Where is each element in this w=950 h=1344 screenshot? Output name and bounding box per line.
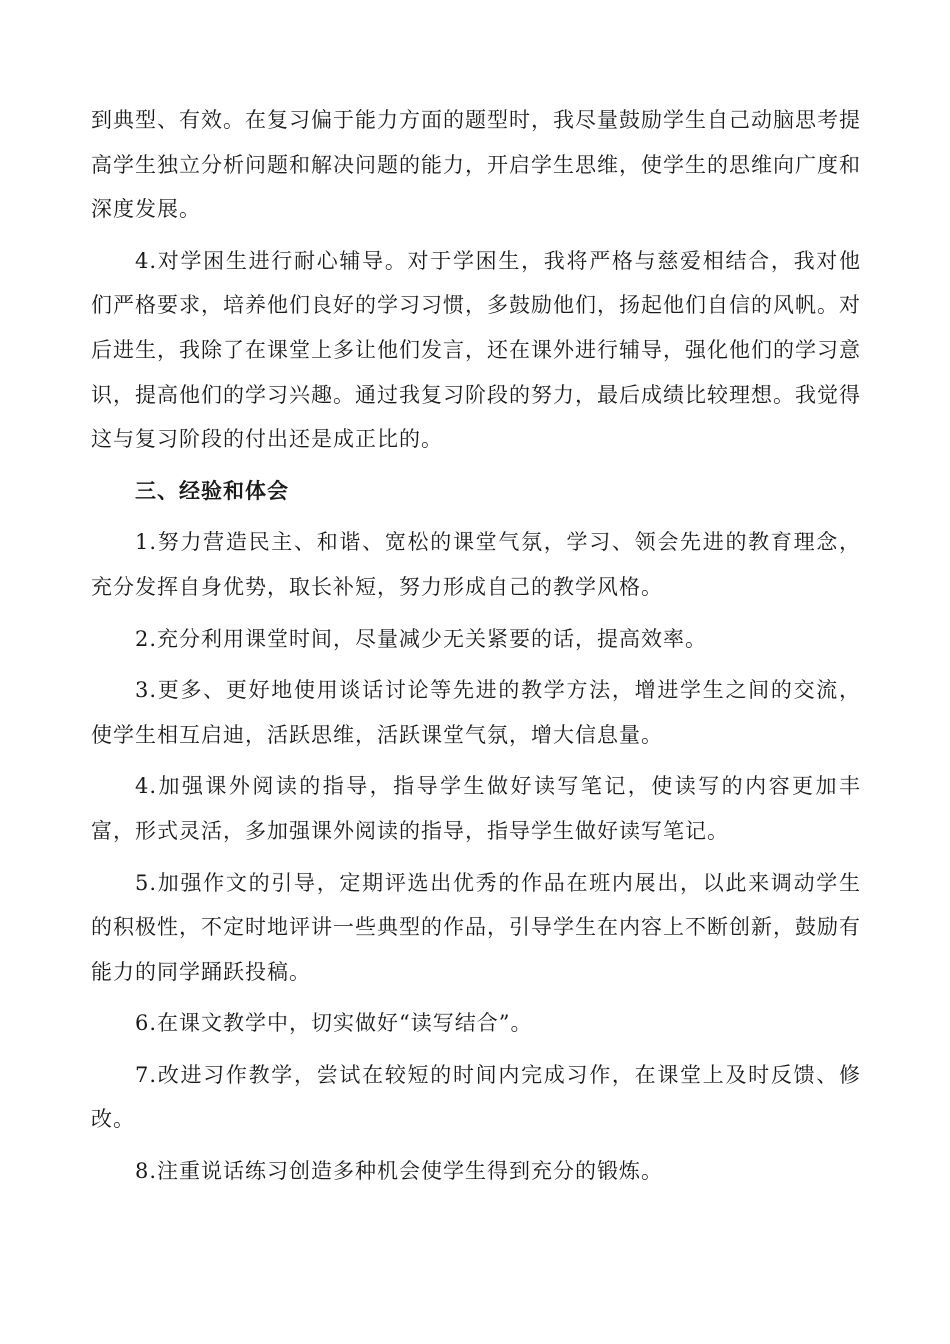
experience-item-2: 2.充分利用课堂时间，尽量减少无关紧要的话，提高效率。 [135, 626, 708, 651]
experience-item-7: 7.改进习作教学，尝试在较短的时间内完成习作，在课堂上及时反馈、修改。 [91, 1062, 861, 1132]
experience-item-6: 6.在课文教学中，切实做好“读写结合”。 [135, 1011, 533, 1036]
experience-item-4: 4.加强课外阅读的指导，指导学生做好读写笔记，使读写的内容更加丰富，形式灵活，多加强课外阅读的指导，指导学生做好读写笔记。 [91, 774, 861, 843]
section-heading: 三、经验和体会 [135, 478, 289, 503]
experience-item-8: 8.注重说话练习创造多种机会使学生得到充分的锻炼。 [135, 1159, 664, 1184]
tutoring-paragraph: 4.对学困生进行耐心辅导。对于学困生，我将严格与慈爱相结合，我对他们严格要求，培养他们良好的学习习惯，多鼓励他们，扬起他们自信的风帆。对后进生，我除了在课堂上多让他们发言，还在课外进行辅导，强化他们的学习意识，提高他们的学习兴趣。通过我复习阶段的努力，最后成绩比较理想。我觉得这与复习阶段的付出还是成正比的。 [91, 248, 861, 452]
experience-item-3: 3.更多、更好地使用谈话讨论等先进的教学方法，增进学生之间的交流，使学生相互启迪，活跃思维，活跃课堂气氛，增大信息量。 [91, 678, 861, 747]
continuation-paragraph: 到典型、有效。在复习偏于能力方面的题型时，我尽量鼓励学生自己动脑思考提高学生独立分析问题和解决问题的能力，开启学生思维，使学生的思维向广度和深度发展。 [91, 108, 861, 222]
experience-item-1: 1.努力营造民主、和谐、宽松的课堂气氛，学习、领会先进的教育理念，充分发挥自身优势，取长补短，努力形成自己的教学风格。 [91, 530, 861, 599]
document-page [91, 98, 861, 1201]
experience-item-5: 5.加强作文的引导，定期评选出优秀的作品在班内展出，以此来调动学生的积极性，不定时地评讲一些典型的作品，引导学生在内容上不断创新，鼓励有能力的同学踊跃投稿。 [91, 870, 861, 984]
